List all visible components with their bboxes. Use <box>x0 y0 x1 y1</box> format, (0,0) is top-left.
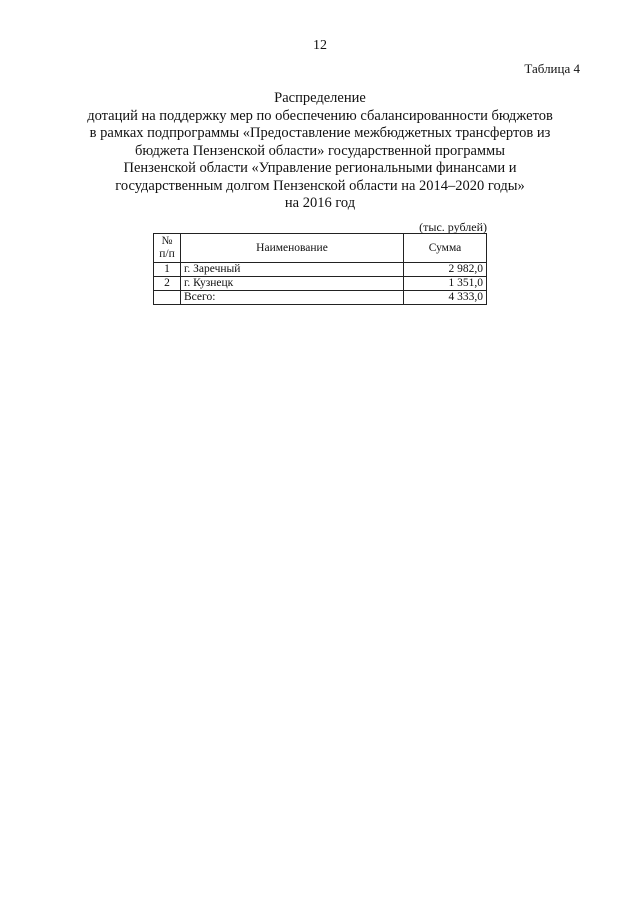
total-sum: 4 333,0 <box>404 291 487 305</box>
row-number: 2 <box>154 277 181 291</box>
total-number <box>154 291 181 305</box>
row-number: 1 <box>154 263 181 277</box>
header-number <box>154 234 181 263</box>
header-sum: Сумма <box>404 234 487 263</box>
heading-line: Пензенской области «Управление региональными финансами и <box>123 160 517 176</box>
table-row <box>154 263 487 277</box>
row-name: г. Заречный <box>181 263 404 277</box>
total-label: Всего: <box>181 291 404 305</box>
row-name: г. Кузнецк <box>181 277 404 291</box>
row-sum: 1 351,0 <box>404 277 487 291</box>
heading-title: Распределение <box>274 90 366 106</box>
table-label: Таблица 4 <box>524 61 580 76</box>
row-sum: 2 982,0 <box>404 263 487 277</box>
table-header-row <box>154 234 487 263</box>
heading-line: на 2016 год <box>284 195 356 211</box>
units-note: (тыс. рублей) <box>419 220 487 234</box>
distribution-table <box>153 233 487 305</box>
heading-line: в рамках подпрограммы «Предоставление межбюджетных трансфертов из <box>89 125 551 141</box>
document-heading <box>60 90 580 213</box>
header-number-symbol: № <box>161 235 173 247</box>
header-name: Наименование <box>181 234 404 263</box>
header-number-abbr: п/п <box>159 248 175 260</box>
heading-line: бюджета Пензенской области» государственной программы <box>135 142 505 159</box>
table-row <box>154 277 487 291</box>
page-number: 12 <box>313 38 327 53</box>
heading-line: дотаций на поддержку мер по обеспечению сбалансированности бюджетов <box>87 107 553 124</box>
table-total-row <box>154 291 487 305</box>
heading-line: государственным долгом Пензенской области на 2014–2020 годы» <box>115 177 525 194</box>
